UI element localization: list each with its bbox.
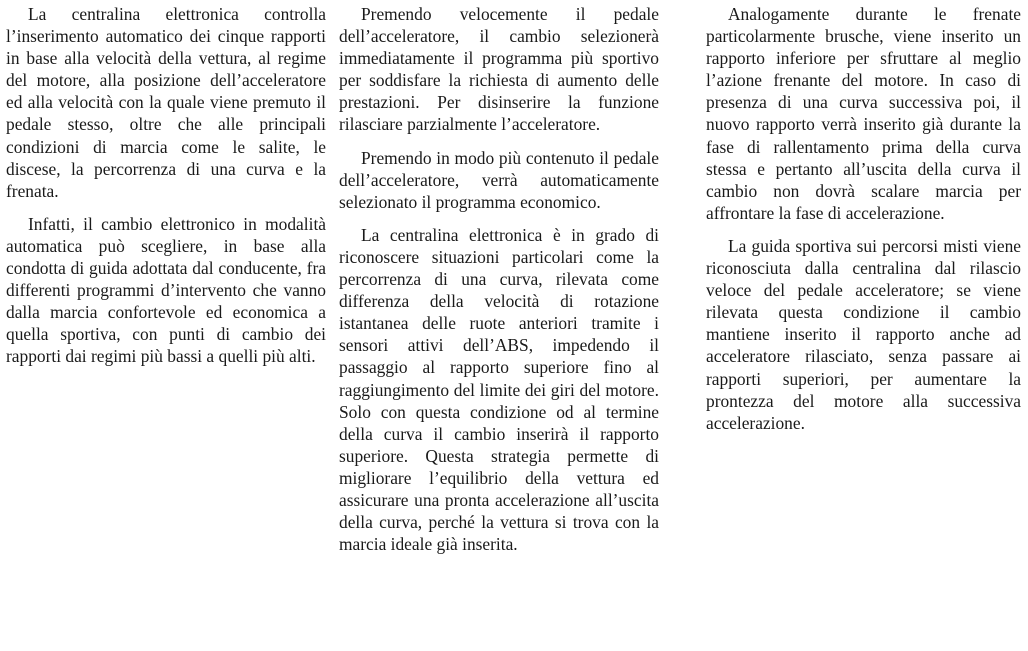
paragraph: La guida sportiva sui percorsi misti viene riconosciuta dalla centralina dal rilascio veloce del pedale acceleratore; se viene rilevata questa condizione il cambio mantiene inserito il rapporto anche ad acceleratore rilasciato, senza passare ai rapporti superiori, per aumentare la prontezza del motore alla successiva accelerazione. xyxy=(706,235,1021,433)
paragraph: Premendo velocemente il pedale dell’acceleratore, il cambio selezionerà immediatamente il programma più sportivo per soddisfare la richiesta di aumento delle prestazioni. Per disinserire la funzione rilasciare parzialmente l’acceleratore. xyxy=(339,4,659,135)
paragraph: Premendo in modo più contenuto il pedale dell’acceleratore, verrà automaticamente selezionato il programma economico. xyxy=(339,147,659,212)
text-column-1 xyxy=(6,3,326,368)
paragraph: La centralina elettronica controlla l’inserimento automatico dei cinque rapporti in base alla velocità della vettura, al regime del motore, alla posizione dell’acceleratore ed alla velocità con la quale viene premuto il pedale stesso, oltre che alle principali condizioni di marcia come le salite, le discese, la percorrenza di una curva e la frenata. xyxy=(6,4,326,201)
paragraph: Infatti, il cambio elettronico in modalità automatica può scegliere, in base alla condotta di guida adottata dal conducente, fra differenti programmi d’intervento che vanno dalla marcia confortevole ed economica a quella sportiva, con punti di cambio dei rapporti dai regimi più bassi a quelli più alti. xyxy=(6,213,326,367)
paragraph: La centralina elettronica è in grado di riconoscere situazioni particolari come la percorrenza di una curva, rilevata come differenza della velocità di rotazione istantanea delle ruote anteriori tramite i sensori attivi dell’ABS, impedendo il passaggio al rapporto superiore fino al raggiungimento del limite dei giri del motore. Solo con questa condizione od al termine della curva il cambio inserirà il rapporto superiore. Questa strategia permette di migliorare l’equilibrio della vettura ed assicurare una pronta accelerazione all’uscita della curva, perché la vettura si trova con la marcia ideale già inserita. xyxy=(339,224,659,555)
text-column-2 xyxy=(339,3,659,555)
paragraph: Analogamente durante le frenate particolarmente brusche, viene inserito un rapporto inferiore per sfruttare al meglio l’azione frenante del motore. In caso di presenza di una curva successiva poi, il nuovo rapporto verrà inserito già durante la fase di rallentamento prima della curva stessa e pertanto all’uscita della curva il cambio non dovrà scalare marcia per affrontare la fase di accelerazione. xyxy=(706,4,1021,223)
text-column-3 xyxy=(706,3,1021,434)
